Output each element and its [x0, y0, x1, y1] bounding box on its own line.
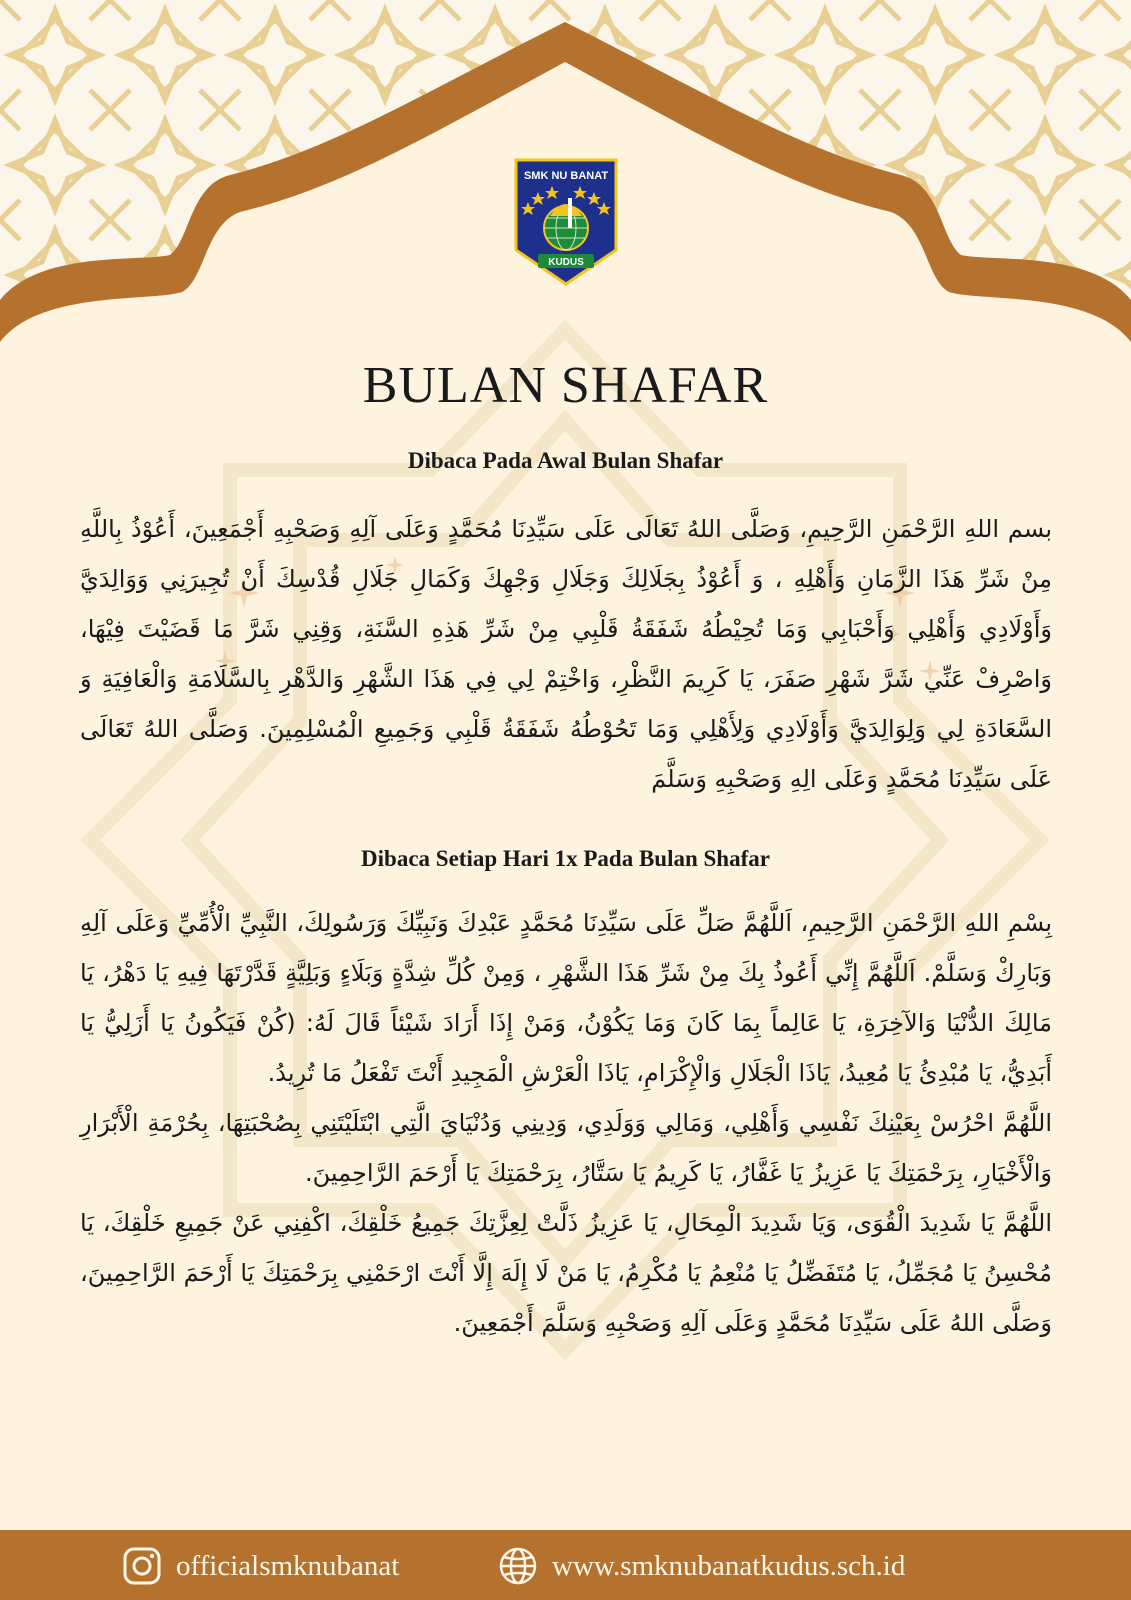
logo-bottom-text: KUDUS — [548, 257, 584, 268]
section1-heading: Dibaca Pada Awal Bulan Shafar — [407, 448, 724, 473]
section2-paragraph-3: اللَّهُمَّ يَا شَدِيدَ الْقُوَى، وَيَا شَدِيدَ الْمِحَالِ، يَا عَزِيزُ ذَلَّتْ لِعِزَّتِكَ جَمِيعُ خَلْقِكَ، اكْفِنِي عَنْ جَمِيعِ خَلْقِكَ، يَا مُحْسِنُ يَا مُجَمِّلُ، يَا مُتَفَضِّلُ يَا مُنْعِمُ يَا مُكْرِمُ، يَا مَنْ لَا إِلَهَ إِلَّا أَنْتَ ارْحَمْنِي بِرَحْمَتِكَ يَا أَرْحَمَ الرَّاحِمِينَ، وَصَلَّى اللهُ عَلَى سَيِّدِنَا مُحَمَّدٍ وَعَلَى آلِهِ وَصَحْبِهِ وَسَلَّمَ أَجْمَعِينَ. — [80, 1209, 1052, 1337]
footer-bar — [0, 1530, 1131, 1600]
website-url: www.smknubanatkudus.sch.id — [552, 1549, 906, 1582]
section1-paragraph: بسم اللهِ الرَّحْمَنِ الرَّحِيمِ، وَصَلَّى اللهُ تَعَالَى عَلَى سَيِّدِنَا مُحَمَّدٍ وَعَلَى آلِهِ وَصَحْبِهِ أَجْمَعِينَ، أَعُوْذُ بِاللَّهِ مِنْ شَرِّ هَذَا الزَّمَانِ وَأَهْلِهِ ، وَ أَعُوْذُ بِجَلَالِكَ وَجَلَالِ وَجْهِكَ وَكَمَالِ جَلَالِ قُدْسِكَ أَنْ تُجِيرَنِي وَوَالِدَيَّ وَأَوْلَادِي وَأَهْلِي وَأَحْبَابِي وَمَا تُحِيْطُهُ شَفَقَةُ قَلْبِي مِنْ شَرِّ هَذِهِ السَّنَةِ، وَقِنِي شَرَّ مَا قَضَيْتَ فِيْهَا، وَاصْرِفْ عَنِّي شَرَّ شَهْرِ صَفَرَ، يَا كَرِيمَ النَّظْرِ، وَاخْتِمْ لِي فِي هَذَا الشَّهْرِ وَالدَّهْرِ بِالسَّلَامَةِ وَالْعَافِيَةِ وَ السَّعَادَةِ لِي وَلِوَالِدَيَّ وَأَوْلَادِي وَلِأَهْلِي وَمَا تَحُوْطُهُ شَفَقَةُ قَلْبِي وَجَمِيعِ الْمُسْلِمِينَ. وَصَلَّى اللهُ تَعَالَى عَلَى سَيِّدِنَا مُحَمَّدٍ وَعَلَى الِهِ وَصَحْبِهِ وَسَلَّمَ — [80, 515, 1052, 793]
globe-icon — [498, 1546, 538, 1586]
section2-prayer — [80, 898, 1052, 1348]
logo-top-text: SMK NU BANAT — [523, 170, 609, 182]
instagram-link[interactable] — [122, 1546, 399, 1586]
section2-heading: Dibaca Setiap Hari 1x Pada Bulan Shafar — [361, 846, 770, 871]
section2-paragraph-1: بِسْمِ اللهِ الرَّحْمَنِ الرَّحِيمِ، اَللَّهُمَّ صَلِّ عَلَى سَيِّدِنَا مُحَمَّدٍ عَبْدِكَ وَنَبِيِّكَ وَرَسُولِكَ، النَّبِيِّ الْأُمِّيِّ وَعَلَى آلِهِ وَبَارِكْ وَسَلَّمْ. اَللَّهُمَّ إِنِّي أَعُوذُ بِكَ مِنْ شَرِّ هَذَا الشَّهْرِ ، وَمِنْ كُلِّ شِدَّةٍ وَبَلَاءٍ وَبَلِيَّةٍ قَدَّرْتَهَا فِيهِ يَا دَهْرُ، يَا مَالِكَ الدُّنْيَا وَالآخِرَةِ، يَا عَالِماً بِمَا كَانَ وَمَا يَكُوْنُ، وَمَنْ إِذَا أَرَادَ شَيْئاً قَالَ لَهُ: (كُنْ فَيَكُونُ يَا أَزَلِيُّ يَا أَبَدِيُّ، يَا مُبْدِئُ يَا مُعِيدُ، يَاذَا الْجَلَالِ وَالْإِكْرَامِ، يَاذَا الْعَرْشِ الْمَجِيدِ أَنْتَ تَفْعَلُ مَا تُرِيدُ. — [80, 909, 1052, 1087]
section1-prayer — [80, 504, 1052, 804]
page-title: BULAN SHAFAR — [362, 357, 769, 414]
instagram-icon — [122, 1546, 162, 1586]
section2-paragraph-2: اللَّهُمَّ احْرُسْ بِعَيْنِكَ نَفْسِي وَأَهْلِي، وَمَالِي وَوَلَدِي، وَدِينِي وَدُنْيَايَ الَّتِي ابْتَلَيْتَنِي بِصُحْبَتِهَا، بِحُرْمَةِ الْأَبْرَارِ وَالْأَخْيَارِ، بِرَحْمَتِكَ يَا عَزِيزُ يَا غَفَّارُ، يَا كَرِيمُ يَا سَتَّارُ، بِرَحْمَتِكَ يَا أَرْحَمَ الرَّاحِمِينَ. — [80, 1109, 1052, 1187]
instagram-handle: officialsmknubanat — [176, 1549, 400, 1582]
website-link[interactable] — [498, 1546, 905, 1586]
